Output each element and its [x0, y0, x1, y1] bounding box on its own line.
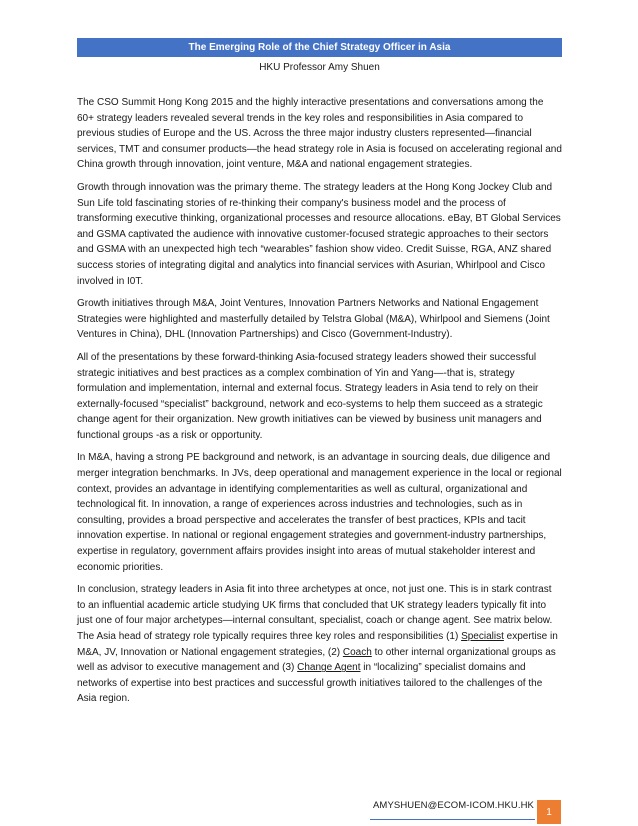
- conclusion-text-3: to other internal organizational groups as well as advisor to executive management and (3): [77, 646, 556, 674]
- paragraph-1: The CSO Summit Hong Kong 2015 and the highly interactive presentations and conversations among the 60+ strategy leaders revealed several trends in the key roles and responsibilities in Asia compared to previous studies of Europe and the US. Across the three major industry clusters represented—financial services, TMT and consumer products—the head strategy role in Asia is focused on accelerating regional and China growth through innovation, joint venture, M&A and national engagement strategies.: [77, 97, 562, 171]
- footer-divider: [370, 819, 535, 820]
- conclusion-text-1: In conclusion, strategy leaders in Asia fit into three archetypes at once, not just one. This is in stark contrast to an influential academic article studying UK firms that concluded that UK strategy leaders typically fit into just one of four major archetypes—internal consultant, specialist, coach or change agent. See matrix below. The Asia head of strategy role typically requires three key roles and responsibilities (1): [77, 584, 553, 642]
- page-number-badge: [537, 800, 561, 824]
- paragraph-3: Growth initiatives through M&A, Joint Ventures, Innovation Partners Networks and National Engagement Strategies were highlighted and masterfully detailed by Telstra Global (M&A), Whirlpool and Siemens (Joint Ventures in China), DHL (Innovation Partnerships) and Cisco (Government-Industry).: [77, 298, 550, 341]
- body-text: [77, 95, 562, 714]
- paragraph-2: Growth through innovation was the primary theme. The strategy leaders at the Hong Kong Jockey Club and Sun Life told fascinating stories of re-thinking their company's business model and the process of transforming executive thinking, organizational processes and resource allocations. eBay, BT Global Services and GSMA captivated the audience with innovative customer-focused strategic approaches to their sectors and GSMA with an unexpected high tech “wearables” fashion show video. Credit Suisse, RGA, ANZ shared success stories of integrating digital and analytics into financial services with Asurian, Whirlpool and Cisco involved in I0T.: [77, 181, 561, 287]
- paragraph-4: All of the presentations by these forward-thinking Asia-focused strategy leaders showed their successful strategic initiatives and best practices as a complex combination of Yin and Yang—-that is, strategy formulation and implementation, internal and external focus. Strategy leaders in Asia tend to rely on their externally-focused “specialist” background, network and eco-systems to help them succeed as a strategic change agent for their organization. New growth initiatives can be viewed by business unit managers and functional groups -as a risk or opportunity.: [77, 351, 543, 441]
- author-line: HKU Professor Amy Shuen: [259, 62, 380, 73]
- conclusion-text-4: in “localizing” specialist domains and networks of expertise into best practices and successful growth initiatives tailored to the challenges of the Asia region.: [77, 662, 543, 705]
- document-title-bar: [77, 38, 562, 57]
- footer-email: AMYSHUEN@ECOM-ICOM.HKU.HK: [373, 800, 534, 811]
- document-title: The Emerging Role of the Chief Strategy Officer in Asia: [188, 42, 451, 53]
- paragraph-conclusion: [77, 582, 562, 707]
- change-agent-term: Change Agent: [297, 662, 361, 674]
- coach-term: Coach: [342, 646, 372, 658]
- page-number: 1: [546, 806, 552, 818]
- paragraph-5: In M&A, having a strong PE background and network, is an advantage in sourcing deals, due diligence and merger integration benchmarks. In JVs, deep operational and management experience in the local or regional context, provides an advantage in identifying complementarities as well as cultural, organizational and technological fit. In innovation, a range of experiences across industries and technologies, such as in consulting, provides a broad perspective and accelerates the transfer of best practices, KPIs and tacit innovation expertise. In national or regional engagement strategies and government-industry partnerships, expertise in regulatory, government affairs provides insight into areas of mutual stakeholder interest and economic priorities.: [77, 452, 562, 573]
- specialist-term: Specialist: [461, 631, 504, 642]
- conclusion-text-2: expertise in M&A, JV, Innovation or National engagement strategies, (2): [77, 631, 558, 658]
